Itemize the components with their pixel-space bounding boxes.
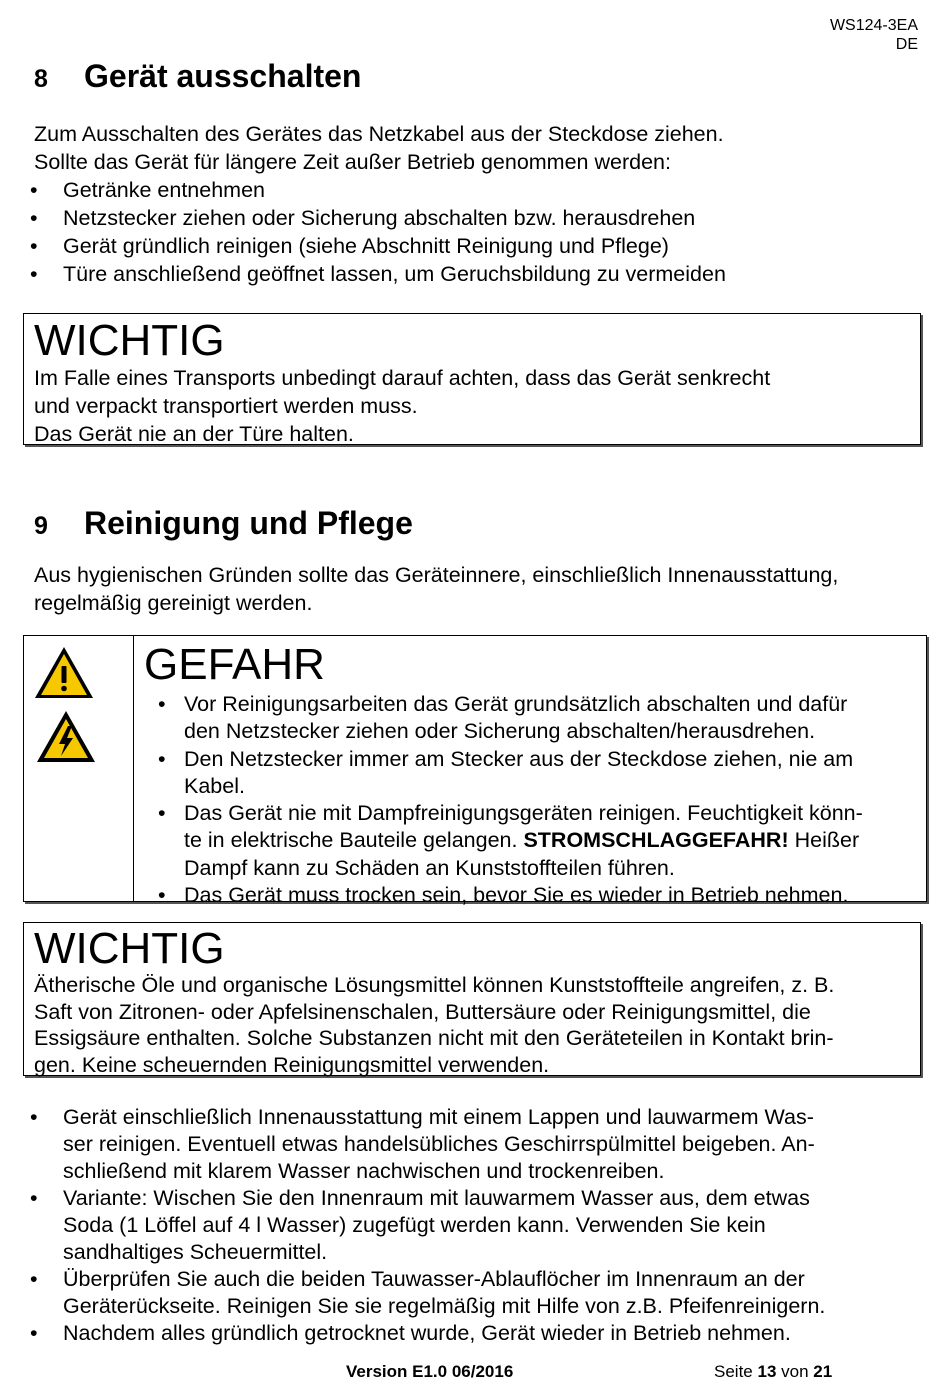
model-number: WS124-3EA <box>829 17 918 34</box>
important-box <box>23 313 921 445</box>
list-item <box>0 1266 930 1320</box>
text-span: Heißer <box>788 828 860 853</box>
section-title: Reinigung und Pflege <box>84 505 413 541</box>
danger-content <box>134 636 926 908</box>
list-item <box>144 882 916 909</box>
electric-shock-icon <box>34 708 98 766</box>
text-line: • Variante: Wischen Sie den Innenraum mit lauwarmem Wasser aus, dem etwas <box>63 1186 810 1210</box>
list-item: • Gerät gründlich reinigen (siehe Abschnitt Reinigung und Pflege) <box>0 232 924 260</box>
list-item <box>144 691 916 746</box>
list-item <box>144 746 916 801</box>
section-8-body <box>34 120 924 288</box>
danger-list <box>144 691 916 909</box>
danger-icons <box>24 636 134 901</box>
text-line: • Das Gerät nie mit Dampfreinigungsgeräten reinigen. Feuchtigkeit könn- <box>184 801 863 826</box>
text-line: • Den Netzstecker immer am Stecker aus der Steckdose ziehen, nie am <box>184 746 854 771</box>
danger-title: GEFAHR <box>144 640 325 689</box>
text-line: den Netzstecker ziehen oder Sicherung abschalten/herausdrehen. <box>184 719 816 744</box>
important-text <box>34 972 910 1078</box>
warning-icon <box>32 644 96 702</box>
version-label: Version E1.0 06/2016 <box>346 1362 514 1381</box>
text-line: • Gerät einschließlich Innenausstattung mit einem Lappen und lauwarmem Was- <box>63 1105 814 1129</box>
text-line: sandhaltiges Scheuermittel. <box>63 1240 328 1264</box>
text-line: Aus hygienischen Gründen sollte das Geräteinnere, einschließlich Innenausstattung, <box>34 563 839 587</box>
page-current: 13 <box>757 1362 777 1381</box>
important-title: WICHTIG <box>34 924 225 973</box>
text-line: Kabel. <box>184 773 245 798</box>
text-line: • Vor Reinigungsarbeiten das Gerät grundsätzlich abschalten und dafür <box>184 692 848 716</box>
section-number: 9 <box>34 512 48 540</box>
text-line: schließend mit klarem Wasser nachwischen und trockenreiben. <box>63 1159 665 1183</box>
important-text <box>34 364 910 448</box>
text-line: Das Gerät nie an der Türe halten. <box>34 422 354 446</box>
text-line: Soda (1 Löffel auf 4 l Wasser) zugefügt werden kann. Verwenden Sie kein <box>63 1213 766 1237</box>
page-prefix: Seite <box>714 1362 758 1381</box>
paragraph: Sollte das Gerät für längere Zeit außer Betrieb genommen werden: <box>34 150 671 174</box>
text-line: Im Falle eines Transports unbedingt darauf achten, dass das Gerät senkrecht <box>34 366 771 390</box>
list-item <box>0 1185 930 1266</box>
list-item <box>0 1320 930 1347</box>
text-span: te in elektrische Bauteile gelangen. <box>184 828 524 853</box>
section-title: Gerät ausschalten <box>84 58 362 94</box>
page-number <box>714 1362 832 1382</box>
text-line: Dampf kann zu Schäden an Kunststoffteilen führen. <box>184 855 675 880</box>
section-9-intro <box>34 561 924 617</box>
page-total: 21 <box>813 1362 833 1381</box>
paragraph: Zum Ausschalten des Gerätes das Netzkabel aus der Steckdose ziehen. <box>34 122 724 146</box>
page-mid: von <box>776 1362 814 1381</box>
list-item <box>144 800 916 882</box>
document-header <box>830 16 918 54</box>
list-item <box>0 1104 930 1185</box>
important-title: WICHTIG <box>34 316 225 365</box>
text-line: Essigsäure enthalten. Solche Substanzen nicht mit den Geräteteilen in Kontakt brin- <box>34 1026 834 1050</box>
text-line: • Überprüfen Sie auch die beiden Tauwasser-Ablauflöcher im Innenraum an der <box>63 1267 805 1291</box>
list-item: • Türe anschließend geöffnet lassen, um Geruchsbildung zu vermeiden <box>0 260 924 288</box>
text-line: Saft von Zitronen- oder Apfelsinenschalen, Buttersäure oder Reinigungsmittel, die <box>34 999 811 1024</box>
text-line <box>184 827 916 854</box>
text-line: Geräterückseite. Reinigen Sie sie regelmäßig mit Hilfe von z.B. Pfeifenreinigern. <box>63 1294 826 1318</box>
text-line: und verpackt transportiert werden muss. <box>34 394 418 418</box>
bullet-list <box>0 176 924 288</box>
list-item: • Netzstecker ziehen oder Sicherung abschalten bzw. herausdrehen <box>0 204 924 232</box>
text-line: • Nachdem alles gründlich getrocknet wurde, Gerät wieder in Betrieb nehmen. <box>63 1321 791 1345</box>
list-item: • Getränke entnehmen <box>0 176 924 204</box>
section-9-heading <box>34 505 413 544</box>
text-line: Ätherische Öle und organische Lösungsmittel können Kunststoffteile angreifen, z. B. <box>34 973 835 997</box>
language-code: DE <box>895 36 918 53</box>
text-line: gen. Keine scheuernden Reinigungsmittel verwenden. <box>34 1052 550 1077</box>
cleaning-list <box>0 1104 930 1347</box>
text-line: ser reinigen. Eventuell etwas handelsübliches Geschirrspülmittel beigeben. An- <box>63 1132 815 1156</box>
text-line: • Das Gerät muss trocken sein, bevor Sie es wieder in Betrieb nehmen. <box>184 883 849 908</box>
danger-box <box>23 635 927 908</box>
important-box <box>23 922 921 1076</box>
section-8-heading <box>34 58 361 97</box>
section-number: 8 <box>34 65 48 93</box>
text-line: regelmäßig gereinigt werden. <box>34 591 313 615</box>
shock-warning: STROMSCHLAGGEFAHR! <box>523 828 789 853</box>
